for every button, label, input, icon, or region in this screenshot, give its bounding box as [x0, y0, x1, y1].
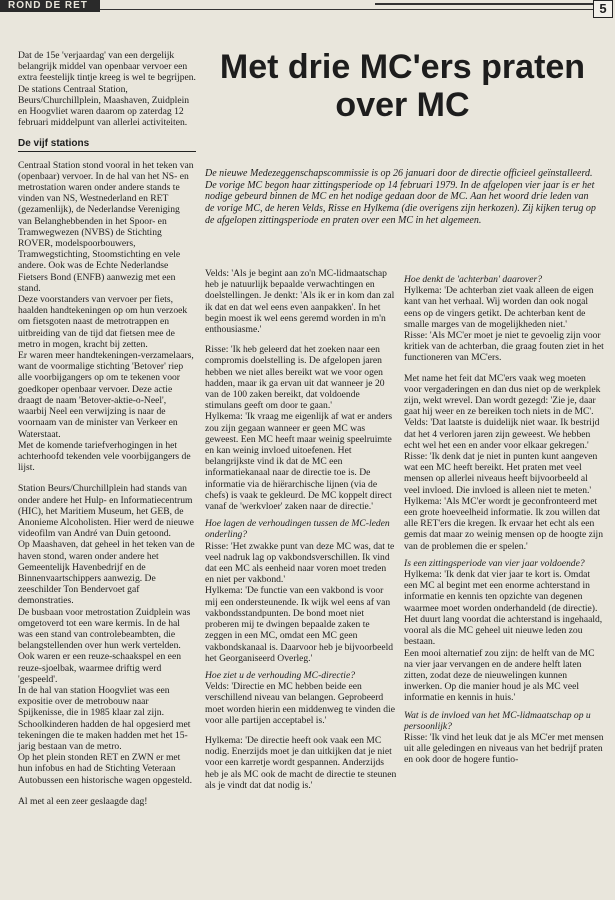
spacer [404, 364, 604, 373]
paragraph: Hylkema: 'Ik vraag me eigenlijk af wat er anders zou zijn gegaan wanneer er geen MC was geweest. Een MC heeft maar weinig speelruimte en kan weinig invloed uitoefenen. Het belangrijkste vind ik dat de MC een informatiekanaal naar de directie toe is. De informatie via de hiërarchische lijnen (via de chefs) is vaak te gekleurd. De MC koppelt direct vanaf de 'werkvloer' zaken naar de directie.' [205, 411, 393, 513]
paragraph: Hylkema: 'De directie heeft ook vaak een MC nodig. Enerzijds moet je dan uitkijken dat je niet voor een karretje wordt gespannen. Anderzijds heb je als MC ook de macht de directie te steunen als je vindt dat dat nodig is.' [205, 734, 397, 791]
left-block-1 [18, 160, 196, 474]
paragraph: Hylkema: 'De achterban ziet vaak alleen de eigen kant van het verhaal. Wij worden dan ook nogal eens op de vingers getikt. De achterban kent de smalle marges van de mogelijkheden niet.' [404, 285, 594, 330]
subheading: De vijf stations [18, 138, 196, 151]
spacer [18, 473, 196, 483]
interview-question: Hoe lagen de verhoudingen tussen de MC-leden onderling? [205, 518, 390, 541]
left-intro [18, 50, 196, 128]
article-column-middle [205, 268, 397, 791]
paragraph: Risse: 'Ik heb geleerd dat het zoeken naar een compromis doelstelling is. De afgelopen jaren hebben we niet alles bereikt wat we voor ogen hadden, maar ik ga ervan uit dat wanneer je 20 van de 100 zaken bereikt, dat voldoende stimulans geeft om door te gaan.' [205, 344, 385, 412]
article-column-right [404, 268, 604, 766]
interview-question: Hoe ziet u de verhouding MC-directie? [205, 669, 356, 681]
paragraph: De vorige MC begon haar zittingsperiode op 14 februari 1979. In de afgelopen vier jaar is er het nodige gebeurd binnen de MC en het nodige gedaan door de MC. Aan het woord drie leden van de vorige MC, de heren Velds, Risse en Hylkema (die overigens zijn herkozen). Zij kijken terug op de afgelopen zittingsperiode en praten over een MC in het algemeen. [205, 179, 596, 226]
left-block-2 [18, 483, 196, 785]
paragraph: De nieuwe Medezeggenschapscommissie is op 26 januari door de directie officieel geïnstalleerd. [205, 168, 593, 179]
page-number: 5 [593, 0, 613, 18]
paragraph: Er waren meer handtekeningen-verzamelaars, want de voormalige stichting 'Betover' riep alle voorbijgangers op om te tekenen voor goedkoper openbaar vervoer. Deze actie draagt de naam 'Betover-aktie-o-Neel', waarbij Neel een verwijzing is naar de voornaam van de minister van Verkeer en Waterstaat. [18, 350, 194, 440]
paragraph: Hylkema: 'Als MC'er wordt je geconfronteerd met een grote hoeveelheid informatie. Ik zou willen dat alle RET'ers die kregen. Ik ervaar het echt als een gemis dat maar zo weinig mensen op de hoogte zijn van de problemen die er spelen.' [404, 495, 604, 552]
paragraph: Risse: 'Ik vind het leuk dat je als MC'er met mensen uit alle geledingen en niveaus van het bedrijf praten en ook door de hogere funtio- [404, 731, 604, 766]
paragraph: Op het plein stonden RET en ZWN er met hun infobus en had de Stichting Veteraan Autobussen een historische wagen opgesteld. [18, 752, 192, 786]
paragraph: Op Maashaven, dat geheel in het teken van de haven stond, waren onder andere het Gemeentelijk Havenbedrijf en de Binnenvaartschippers aanwezig. De zeeschilder Ton Bendervoet gaf demonstraties. [18, 539, 195, 607]
paragraph: Velds: 'Dat laatste is duidelijk niet waar. Ik bestrijd dat het 4 verloren jaren zijn geweest. We hebben echt wel het een en ander voor elkaar gekregen.' [404, 417, 600, 451]
paragraph: Risse: 'Ik denk dat je niet in punten kunt aangeven wat een MC heeft bereikt. Het praten met veel mensen op allerlei niveaus heeft bijvoorbeeld al veel invloed. Die invloed is alleen niet te meten.' [404, 451, 598, 496]
paragraph: Centraal Station stond vooral in het teken van (openbaar) vervoer. In de hal van het NS- en metrostation waren onder andere stands te vinden van NS, Westnederland en RET (gezamenlijk), de Nederlandse Vereniging van Belanghebbenden in het Spoor- en Tramwegwezen (NVBS) de Stichting ROVER, modelspoorbouwers, Tramwegstichting, Stoomstichting en vele andere. Ook was de Echte Nederlandse Fietsers Bond (ENFB) aanwezig met een stand. [18, 159, 194, 294]
spacer [205, 726, 397, 735]
paragraph: De stations Centraal Station, Beurs/Churchillplein, Maashaven, Zuidplein en Hoogvliet waren daarom op zaterdag 12 februari middelpunt van allerlei activiteiten. [18, 83, 190, 129]
article-headline: Met drie MC'ers praten over MC [219, 48, 586, 124]
paragraph: Station Beurs/Churchillplein had stands van onder andere het Hulp- en Informatiecentrum (HIC), het Maritiem Museum, het GEB, de Anonieme Alcoholisten. Hier werd de nieuwe videofilm van André van Duin getoond. [18, 483, 194, 540]
paragraph: Dat de 15e 'verjaardag' van een dergelijk belangrijk middel van openbaar vervoer een extra feestelijk tintje kreeg is wel te begrijpen. [18, 50, 196, 84]
header-rule-thick [375, 3, 593, 5]
paragraph: Velds: 'Als je begint aan zo'n MC-lidmaatschap heb je natuurlijk bepaalde verwachtingen en doelstellingen. Je denkt: 'Als ik er in kom dan zal ik dat en dat wel eens even aanpakken'. In het begin moest ik wel eens geremd worden in m'n enthousiasme.' [205, 268, 395, 336]
paragraph: Deze voorstanders van vervoer per fiets, haalden handtekeningen op om hun verzoek om fietsgoten naast de metrotrappen en uitbreiding van de tijd dat fietsen mee de metro in mogen, kracht bij zetten. [18, 294, 188, 350]
spacer [205, 335, 397, 344]
interview-question: Wat is de invloed van het MC-lidmaatschap op u persoonlijk? [404, 709, 591, 732]
spacer [18, 786, 196, 796]
paragraph: Met de komende tariefverhogingen in het achterhoofd tekenden vele voorbijgangers de lijst. [18, 439, 191, 474]
paragraph: Hylkema: 'De functie van een vakbond is voor mij een ondersteunende. Ik wijk wel eens af van vakbondsstandpunten. De bond moet niet proberen mij te dwingen bepaalde zaken te zeggen in een MC, omdat een MC geen vakbondskanaal is. Daarvoor heb je bijvoorbeeld het Georganiseerd Overleg.' [205, 585, 394, 664]
closing-line: Al met al een zeer geslaagde dag! [18, 795, 148, 807]
header-rule [100, 9, 593, 10]
interview-question: Hoe denkt de 'achterban' daarover? [404, 274, 543, 285]
interview-question: Is een zittingsperiode van vier jaar voldoende? [404, 557, 585, 569]
page-header [0, 0, 615, 20]
section-title: ROND DE RET [0, 0, 100, 12]
paragraph: In de hal van station Hoogvliet was een expositie over de metrobouw naar Spijkenisse, die in 1985 klaar zal zijn. Schoolkinderen hadden de hal opgesierd met tekeningen die te maken hadden met het 15-jarig bestaan van de metro. [18, 684, 191, 752]
paragraph: Risse: 'Het zwakke punt van deze MC was, dat te veel nadruk lag op vakbondsverschillen. Ik vind dat een MC als eenheid naar voren moet treden en niet per vakbond.' [205, 540, 395, 586]
left-column [18, 50, 196, 807]
article-intro [205, 168, 600, 227]
paragraph: Risse: 'Als MC'er moet je niet te gevoelig zijn voor kritiek van de achterban, die graag fouten ziet in het functioneren van MC'ers. [404, 330, 604, 364]
paragraph: De busbaan voor metrostation Zuidplein was omgetoverd tot een ware kermis. In de hal was een stand van controlebeambten, die belangstellenden over hun werk vertelden. Ook waren er een reuze-schaakspel en een reuze-sjoelbak, waarmee driftig werd 'gespeeld'. [18, 606, 191, 685]
paragraph: Met name het feit dat MC'ers vaak weg moeten voor vergaderingen en dan dus niet op de werkplek zijn, wekt wrevel. Dan wordt gezegd: 'Zie je, daar gaat hij weer en ze bereiken toch niets in de MC'. [404, 372, 601, 418]
paragraph: Een mooi alternatief zou zijn: de helft van de MC na vier jaar vervangen en de andere helft laten zitten, zodat deze de nieuwelingen kunnen inwerken. Op die manier houd je als MC veel informatie en kennis in huis.' [404, 647, 595, 704]
paragraph: Hylkema: 'Ik denk dat vier jaar te kort is. Omdat een MC al begint met een enorme achterstand in informatie en kennis ten opzichte van degenen waarmee moet worden onderhandeld (de directie). Het duurt lang voordat die achterstand is ingehaald, vooral als die MC geheel uit nieuwe leden zou bestaan. [404, 569, 603, 648]
paragraph: Velds: 'Directie en MC hebben beide een verschillend niveau van belangen. Geprobeerd moet worden hierin een middenweg te vinden die voor alle partijen acceptabel is.' [205, 681, 395, 726]
